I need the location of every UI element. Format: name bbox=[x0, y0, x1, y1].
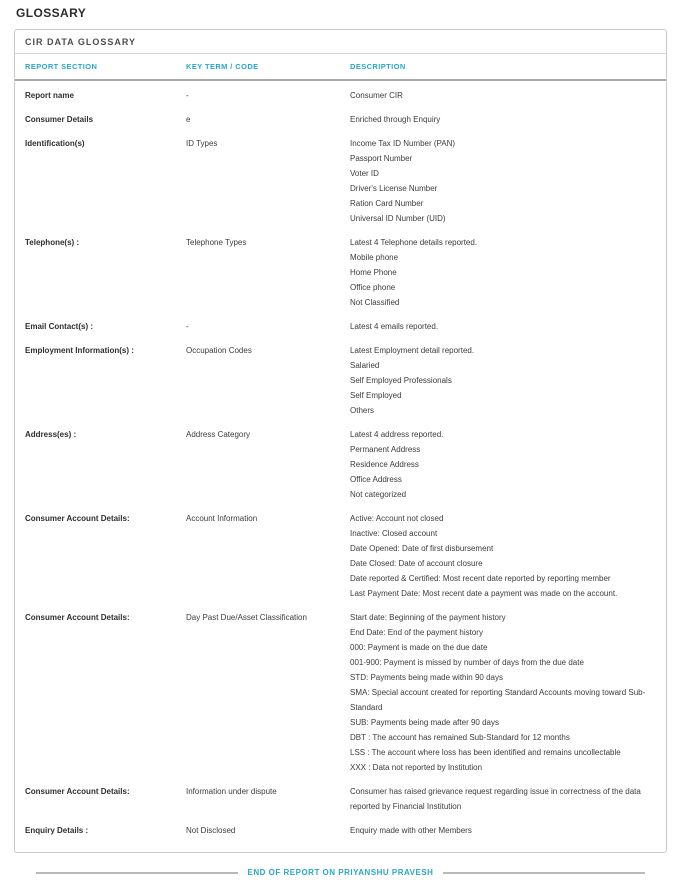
description-cell bbox=[350, 784, 656, 814]
description-line: Date reported & Certified: Most recent date reported by reporting member bbox=[350, 574, 611, 583]
table-rows bbox=[15, 81, 666, 852]
key-term-code-cell: ID Types bbox=[186, 139, 218, 148]
description-line: Latest 4 address reported. bbox=[350, 430, 444, 439]
key-term-code-cell: e bbox=[186, 115, 191, 124]
page-title: GLOSSARY bbox=[16, 6, 87, 20]
description-line: Inactive: Closed account bbox=[350, 529, 438, 538]
report-section-cell: Employment Information(s) : bbox=[25, 346, 134, 355]
description-line: Office phone bbox=[350, 283, 396, 292]
description-line: 001-900: Payment is missed by number of days from the due date bbox=[350, 658, 584, 667]
key-term-code-cell: - bbox=[186, 91, 189, 100]
key-term-code-cell: Address Category bbox=[186, 430, 251, 439]
description-line: Residence Address bbox=[350, 460, 419, 469]
key-term-code-cell: Not Disclosed bbox=[186, 826, 236, 835]
report-section-cell: Enquiry Details : bbox=[25, 826, 89, 835]
description-line: Not Classified bbox=[350, 298, 400, 307]
description-line: Permanent Address bbox=[350, 445, 421, 454]
description-cell bbox=[350, 427, 656, 502]
description-line: Income Tax ID Number (PAN) bbox=[350, 139, 456, 148]
column-header-report-section: REPORT SECTION bbox=[25, 62, 98, 71]
description-line: Voter ID bbox=[350, 169, 379, 178]
description-line: Office Address bbox=[350, 475, 402, 484]
description-line: Enquiry made with other Members bbox=[350, 826, 472, 835]
description-line: Salaried bbox=[350, 361, 380, 370]
table-row bbox=[25, 235, 656, 310]
description-line: Consumer has raised grievance request regarding issue in correctness of the data reported by Financial Institution bbox=[350, 787, 641, 811]
description-line: Last Payment Date: Most recent date a payment was made on the account. bbox=[350, 589, 618, 598]
description-line: DBT : The account has remained Sub-Standard for 12 months bbox=[350, 733, 570, 742]
description-line: Latest Employment detail reported. bbox=[350, 346, 475, 355]
end-of-report-text: END OF REPORT ON PRIYANSHU PRAVESH bbox=[247, 868, 434, 877]
description-line: Others bbox=[350, 406, 375, 415]
description-line: Ration Card Number bbox=[350, 199, 424, 208]
report-section-cell: Identification(s) bbox=[25, 139, 85, 148]
description-line: Self Employed Professionals bbox=[350, 376, 452, 385]
table-row bbox=[25, 511, 656, 601]
table-row bbox=[25, 136, 656, 226]
table-row bbox=[25, 784, 656, 814]
description-line: Start date: Beginning of the payment history bbox=[350, 613, 506, 622]
description-cell bbox=[350, 610, 656, 775]
description-cell bbox=[350, 319, 656, 334]
key-term-code-cell: - bbox=[186, 322, 189, 331]
table-row bbox=[25, 112, 656, 127]
description-line: Universal ID Number (UID) bbox=[350, 214, 446, 223]
table-row bbox=[25, 343, 656, 418]
description-line: STD: Payments being made within 90 days bbox=[350, 673, 503, 682]
description-cell bbox=[350, 823, 656, 838]
description-line: Home Phone bbox=[350, 268, 397, 277]
description-line: Date Closed: Date of account closure bbox=[350, 559, 483, 568]
description-line: Latest 4 emails reported. bbox=[350, 322, 439, 331]
description-cell bbox=[350, 343, 656, 418]
report-section-cell: Telephone(s) : bbox=[25, 238, 80, 247]
table-column-headers bbox=[15, 54, 666, 81]
key-term-code-cell: Telephone Types bbox=[186, 238, 247, 247]
description-line: Driver's License Number bbox=[350, 184, 438, 193]
table-row bbox=[25, 319, 656, 334]
report-section-cell: Consumer Account Details: bbox=[25, 787, 130, 796]
column-header-key-term-code: KEY TERM / CODE bbox=[186, 62, 259, 71]
description-line: End Date: End of the payment history bbox=[350, 628, 483, 637]
table-row bbox=[25, 427, 656, 502]
report-section-cell: Email Contact(s) : bbox=[25, 322, 94, 331]
report-section-cell: Consumer Details bbox=[25, 115, 94, 124]
description-cell bbox=[350, 511, 656, 601]
description-line: SUB: Payments being made after 90 days bbox=[350, 718, 499, 727]
description-cell bbox=[350, 235, 656, 310]
end-of-report-footer bbox=[36, 868, 645, 877]
table-row bbox=[25, 823, 656, 838]
table-title: CIR DATA GLOSSARY bbox=[15, 30, 666, 54]
description-line: Enriched through Enquiry bbox=[350, 115, 441, 124]
description-line: Not categorized bbox=[350, 490, 407, 499]
description-line: 000: Payment is made on the due date bbox=[350, 643, 488, 652]
cir-data-glossary-table bbox=[14, 29, 667, 853]
description-line: Self Employed bbox=[350, 391, 402, 400]
key-term-code-cell: Account Information bbox=[186, 514, 258, 523]
report-section-cell: Report name bbox=[25, 91, 74, 100]
description-line: Mobile phone bbox=[350, 253, 399, 262]
description-line: SMA: Special account created for reporting Standard Accounts moving toward Sub-Standard bbox=[350, 688, 646, 712]
description-line: Active: Account not closed bbox=[350, 514, 444, 523]
description-line: Passport Number bbox=[350, 154, 413, 163]
report-section-cell: Address(es) : bbox=[25, 430, 77, 439]
key-term-code-cell: Information under dispute bbox=[186, 787, 277, 796]
description-cell bbox=[350, 88, 656, 103]
report-section-cell: Consumer Account Details: bbox=[25, 613, 130, 622]
description-line: LSS : The account where loss has been identified and remains uncollectable bbox=[350, 748, 621, 757]
description-line: Date Opened: Date of first disbursement bbox=[350, 544, 494, 553]
description-line: XXX : Data not reported by Institution bbox=[350, 763, 483, 772]
footer-divider-right bbox=[443, 872, 645, 874]
report-section-cell: Consumer Account Details: bbox=[25, 514, 130, 523]
description-cell bbox=[350, 112, 656, 127]
key-term-code-cell: Occupation Codes bbox=[186, 346, 252, 355]
table-row bbox=[25, 88, 656, 103]
table-row bbox=[25, 610, 656, 775]
footer-divider-left bbox=[36, 872, 238, 874]
description-line: Latest 4 Telephone details reported. bbox=[350, 238, 478, 247]
description-line: Consumer CIR bbox=[350, 91, 403, 100]
description-cell bbox=[350, 136, 656, 226]
key-term-code-cell: Day Past Due/Asset Classification bbox=[186, 613, 307, 622]
column-header-description: DESCRIPTION bbox=[350, 62, 406, 71]
